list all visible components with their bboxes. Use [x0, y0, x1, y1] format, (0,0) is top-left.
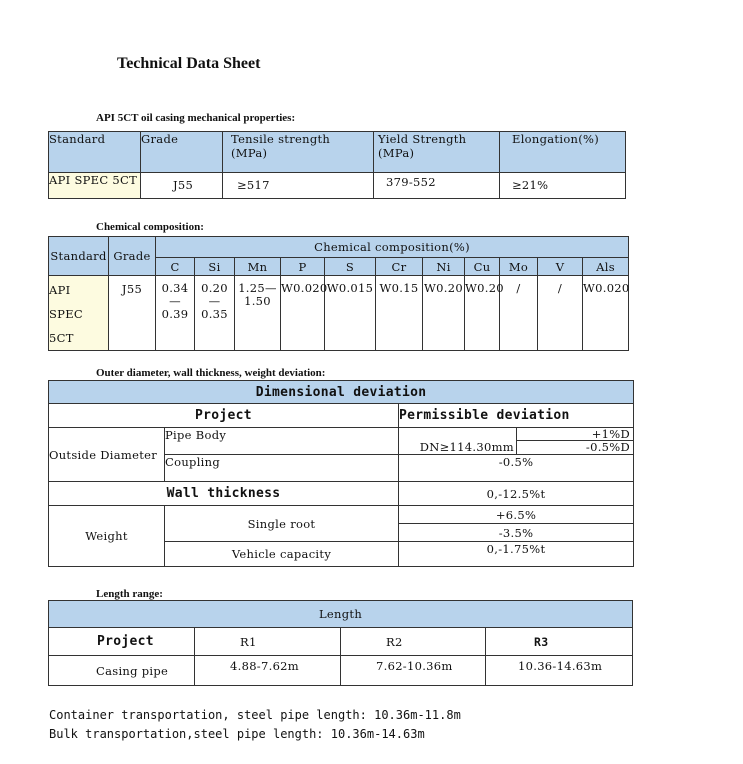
note-bulk: Bulk transportation,steel pipe length: 10.36m-14.63m — [49, 727, 425, 741]
coupling-deviation: -0.5% — [399, 455, 634, 482]
chem-value-c: 0.34— 0.39 — [156, 276, 195, 351]
outside-diameter-label: Outside Diameter — [49, 428, 165, 482]
length-table — [48, 600, 633, 686]
header-yield: Yield Strength (MPa) — [374, 132, 500, 173]
vehicle-capacity-label: Vehicle capacity — [165, 542, 399, 567]
chem-header-standard: Standard — [49, 237, 109, 276]
chem-header-grade: Grade — [109, 237, 156, 276]
header-elongation: Elongation(%) — [500, 132, 626, 173]
dimensional-heading: Outer diameter, wall thickness, weight deviation: — [96, 367, 326, 379]
header-tensile: Tensile strength (MPa) — [223, 132, 374, 173]
length-value-r1: 4.88-7.62m — [195, 656, 341, 686]
cell-standard: API SPEC 5CT — [49, 173, 141, 199]
pipe-body-label: Pipe Body — [165, 428, 399, 455]
chem-value-cu: W0.20 — [465, 276, 500, 351]
cell-yield: 379-552 — [374, 173, 500, 199]
chem-element-cr: Cr — [376, 258, 423, 276]
header-grade: Grade — [141, 132, 223, 173]
dimensional-table — [48, 380, 634, 567]
chemical-heading: Chemical composition: — [96, 221, 204, 233]
chem-grade: J55 — [109, 276, 156, 351]
dim-permissible-header: Permissible deviation — [399, 404, 634, 428]
note-container: Container transportation, steel pipe length: 10.36m-11.8m — [49, 708, 461, 722]
mechanical-table — [48, 131, 626, 199]
chem-value-v: / — [538, 276, 583, 351]
length-col-r3: R3 — [486, 628, 633, 656]
chem-value-als: W0.020 — [583, 276, 629, 351]
chemical-table — [48, 236, 629, 351]
mechanical-header-row — [49, 132, 626, 173]
chem-value-ni: W0.20 — [423, 276, 465, 351]
wall-thickness-deviation: 0,-12.5%t — [399, 482, 634, 506]
length-col-r1: R1 — [195, 628, 341, 656]
cell-tensile: ≥517 — [223, 173, 374, 199]
length-col-r2: R2 — [341, 628, 486, 656]
chem-element-v: V — [538, 258, 583, 276]
dimensional-banner: Dimensional deviation — [49, 381, 634, 404]
mechanical-heading: API 5CT oil casing mechanical properties: — [96, 112, 296, 124]
vehicle-capacity-deviation: 0,-1.75%t — [399, 542, 634, 567]
pipe-body-minus: -0.5%D — [585, 440, 631, 454]
chem-element-s: S — [325, 258, 376, 276]
pipe-body-plus: +1%D — [517, 428, 633, 441]
single-root-label: Single root — [165, 506, 399, 542]
chem-element-ni: Ni — [423, 258, 465, 276]
casing-pipe-label: Casing pipe — [49, 656, 195, 686]
chem-group-header: Chemical composition(%) — [156, 237, 629, 258]
length-banner: Length — [49, 601, 633, 628]
chem-element-p: P — [281, 258, 325, 276]
mechanical-data-row — [49, 173, 626, 199]
chem-value-cr: W0.15 — [376, 276, 423, 351]
chem-value-mn: 1.25— 1.50 — [235, 276, 281, 351]
length-heading: Length range: — [96, 588, 163, 600]
chem-element-c: C — [156, 258, 195, 276]
chem-element-mn: Mn — [235, 258, 281, 276]
length-project-header: Project — [49, 628, 195, 656]
chem-value-p: W0.020 — [281, 276, 325, 351]
dim-project-header: Project — [49, 404, 399, 428]
dn-value: DN≥114.30mm — [399, 428, 517, 455]
chem-value-s: W0.015 — [325, 276, 376, 351]
coupling-label: Coupling — [165, 455, 399, 482]
cell-elongation: ≥21% — [500, 173, 626, 199]
header-standard: Standard — [49, 132, 141, 173]
chem-value-si: 0.20 — 0.35 — [195, 276, 235, 351]
single-root-plus: +6.5% — [399, 506, 634, 524]
chem-value-mo: / — [500, 276, 538, 351]
page-title: Technical Data Sheet — [117, 55, 261, 72]
length-value-r2: 7.62-10.36m — [341, 656, 486, 686]
length-value-r3: 10.36-14.63m — [486, 656, 633, 686]
chem-element-si: Si — [195, 258, 235, 276]
weight-label: Weight — [49, 506, 165, 567]
chem-value-row — [49, 276, 629, 351]
chem-element-cu: Cu — [465, 258, 500, 276]
chem-standard: API SPEC 5CT — [49, 276, 109, 351]
chem-element-mo: Mo — [500, 258, 538, 276]
chem-element-als: Als — [583, 258, 629, 276]
wall-thickness-label: Wall thickness — [49, 482, 399, 506]
cell-grade: J55 — [141, 173, 223, 199]
single-root-minus: -3.5% — [399, 524, 634, 542]
